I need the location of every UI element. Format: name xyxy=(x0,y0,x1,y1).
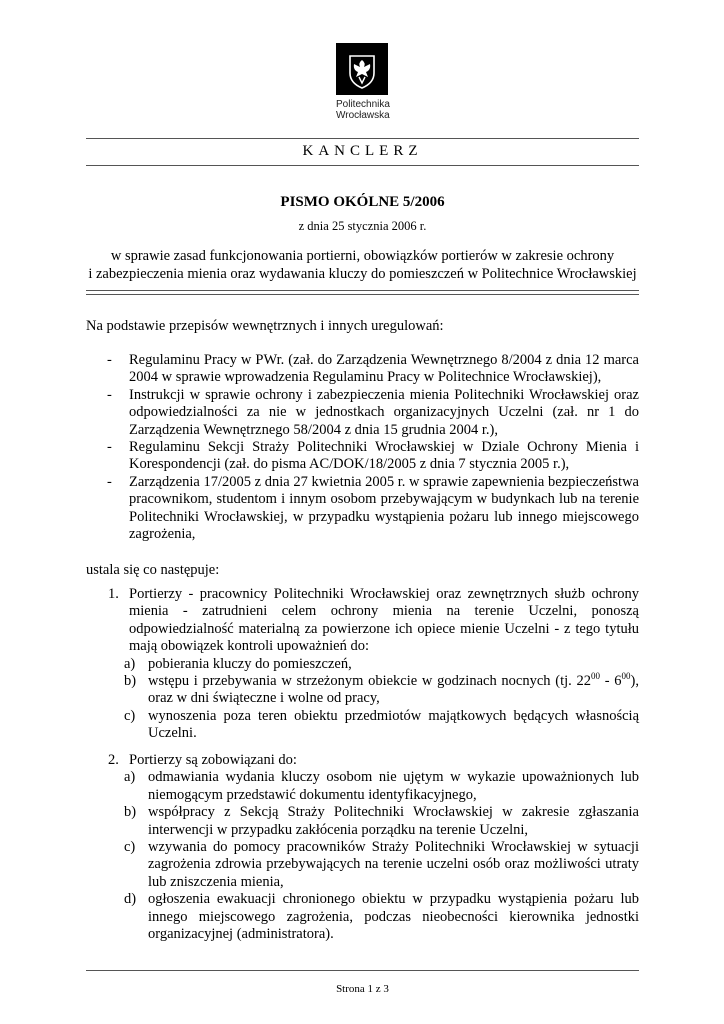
list-item-text: Regulaminu Sekcji Straży Politechniki Wrocławskiej w Dziale Ochrony Mienia i Korespondencji (zał. do pisma AC/DOK/18/2005 z dnia 7 stycznia 2005 r.), xyxy=(129,439,639,473)
list-marker: - xyxy=(107,439,112,456)
point-1-body xyxy=(86,586,639,743)
point-1-sublist xyxy=(124,655,639,743)
list-item xyxy=(86,656,639,673)
list-item xyxy=(86,804,639,839)
intro-paragraph: Na podstawie przepisów wewnętrznych i innych uregulowań: xyxy=(86,318,444,334)
hours-middle: - 6 xyxy=(600,673,622,690)
eagle-crest-icon xyxy=(336,43,388,95)
list-marker: c) xyxy=(124,839,136,856)
page-number: Strona 1 z 3 xyxy=(336,983,389,995)
list-marker: - xyxy=(107,473,112,490)
point-1-marker: 1. xyxy=(108,586,119,602)
list-item-text: współpracy z Sekcją Straży Politechniki Wrocławskiej w zakresie zgłaszania interwencji w przypadku zakłócenia porządku na terenie Uczelni, xyxy=(148,804,639,838)
list-item-text: Regulaminu Pracy w PWr. (zał. do Zarządzenia Wewnętrznego 8/2004 z dnia 12 marca 2004 w sprawie wprowadzenia Regulaminu Pracy w Politechnice Wrocławskiej), xyxy=(129,352,639,386)
document-title: PISMO OKÓLNE 5/2006 xyxy=(280,194,445,210)
list-item-text: pobierania kluczy do pomieszczeń, xyxy=(148,655,352,672)
list-marker: a) xyxy=(124,655,136,672)
list-item xyxy=(86,769,639,804)
list-item xyxy=(86,439,639,474)
subject-line-1: w sprawie zasad funkcjonowania portierni, obowiązków portierów w zakresie ochrony xyxy=(110,248,615,264)
list-marker: - xyxy=(107,386,112,403)
hours-superscript-1: 00 xyxy=(591,671,600,682)
hours-suffix: ), oraz w dni świąteczne i wolne od pracy, xyxy=(148,673,639,707)
header-top-rule xyxy=(86,138,639,139)
list-item xyxy=(86,387,639,439)
list-item-text: Zarządzenia 17/2005 z dnia 27 kwietnia 2005 r. w sprawie zapewnienia bezpieczeństwa pracownikom, studentom i innym osobom przebywającym w budynkach lub na terenie Politechniki Wrocławskiej, w przypadku wystąpienia pożaru lub innego miejscowego zagrożenia, xyxy=(129,473,639,543)
point-2-sublist xyxy=(124,769,639,943)
subject-double-rule xyxy=(86,290,639,295)
list-item xyxy=(86,673,639,708)
list-item xyxy=(86,474,639,544)
point-2 xyxy=(86,752,639,943)
document-subject xyxy=(86,247,639,283)
footer-rule xyxy=(86,970,639,971)
hours-prefix: wstępu i przebywania w strzeżonym obiekcie w godzinach nocnych (tj. 22 xyxy=(148,673,591,690)
list-item-text: odmawiania wydania kluczy osobom nie ujętym w wykazie upoważnionych lub niemogącym przedstawić dokumentu identyfikacyjnego, xyxy=(148,769,639,803)
list-item xyxy=(86,352,639,387)
subject-line-2: i zabezpieczenia mienia oraz wydawania kluczy do pomieszczeń w Politechnice Wrocławskiej xyxy=(88,266,637,282)
header-bottom-rule xyxy=(86,165,639,166)
list-item-text: Instrukcji w sprawie ochrony i zabezpieczenia mienia Politechniki Wrocławskiej oraz odpowiedzialności za nie w jednostkach organizacyjnych Uczelni (zał. nr 1 do Zarządzenia Wewnętrznego 58/2004 z dnia 15 grudnia 2004 r.), xyxy=(129,386,639,438)
list-item-text: wzywania do pomocy pracowników Straży Politechniki Wrocławskiej w sytuacji zagrożenia zdrowia przebywających na terenie uczelni osób oraz możliwości utraty lub zniszczenia mienia, xyxy=(148,839,639,890)
list-item-text: ogłoszenia ewakuacji chronionego obiektu w przypadku wystąpienia pożaru lub innego miejscowego zagrożenia, podczas nieobecności kierownika jednostki organizacyjnej (administratora). xyxy=(148,891,639,943)
list-item xyxy=(86,839,639,891)
list-marker: d) xyxy=(124,891,137,908)
list-marker: b) xyxy=(124,673,137,690)
point-2-text: Portierzy są zobowiązani do: xyxy=(129,752,297,768)
list-marker: - xyxy=(107,352,112,368)
list-item xyxy=(86,891,639,943)
logo-line-2: Wrocławska xyxy=(336,110,390,121)
list-item xyxy=(86,708,639,743)
office-name: KANCLERZ xyxy=(302,143,423,159)
list-item-text xyxy=(148,673,639,706)
eagle-crest-svg xyxy=(336,43,388,95)
logo-line-1: Politechnika xyxy=(336,99,390,110)
point-2-marker: 2. xyxy=(108,752,119,768)
list-marker: a) xyxy=(124,769,136,786)
point-2-body xyxy=(86,752,639,943)
document-date: z dnia 25 stycznia 2006 r. xyxy=(298,219,427,233)
point-1-text: Portierzy - pracownicy Politechniki Wrocławskiej oraz zewnętrznych służb ochrony mienia - zatrudnieni celem ochrony mienia na terenie Uczelni, ponoszą odpowiedzialność materialną za powierzone ich opiece mienie Uczelni - z tego tytułu mają obowiązek kontroli upoważnień do: xyxy=(129,586,639,655)
list-item-text: wynoszenia poza teren obiektu przedmiotów majątkowych będących własnością Uczelni. xyxy=(148,707,639,742)
list-marker: b) xyxy=(124,804,137,821)
hours-superscript-2: 00 xyxy=(621,671,631,682)
ustala-paragraph: ustala się co następuje: xyxy=(86,562,220,578)
legal-basis-list xyxy=(86,352,639,543)
list-marker: c) xyxy=(124,707,136,724)
point-1 xyxy=(86,586,639,743)
logo-wordmark xyxy=(336,99,426,121)
